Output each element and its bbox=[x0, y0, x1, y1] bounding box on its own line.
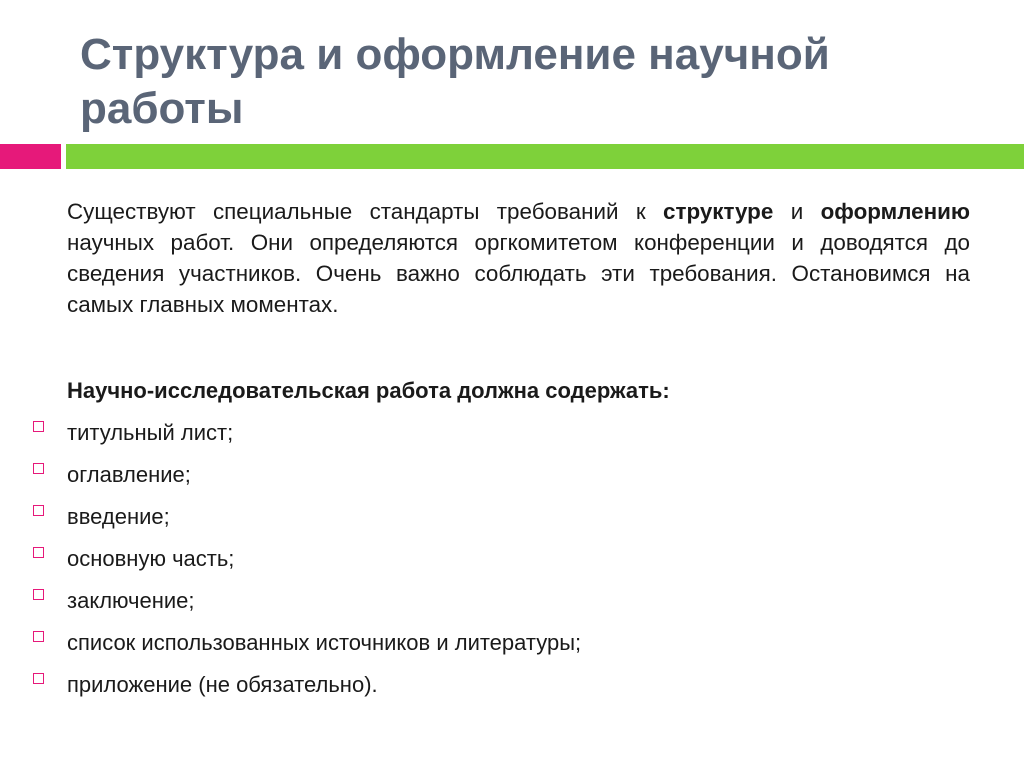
requirements-list bbox=[0, 417, 1000, 711]
checkbox-icon bbox=[33, 463, 44, 474]
list-item bbox=[0, 501, 1000, 543]
list-heading: Научно-исследовательская работа должна содержать: bbox=[67, 378, 670, 403]
intro-text-part-2: и bbox=[773, 199, 821, 224]
checkbox-icon bbox=[33, 589, 44, 600]
list-item-label: приложение (не обязательно). bbox=[67, 672, 378, 697]
checkbox-icon bbox=[33, 673, 44, 684]
intro-text-part-1: Существуют специальные стандарты требований к bbox=[67, 199, 664, 224]
list-item bbox=[0, 459, 1000, 501]
checkbox-icon bbox=[33, 421, 44, 432]
intro-bold-structure: структуре bbox=[663, 199, 774, 224]
list-item-label: введение; bbox=[67, 504, 170, 529]
list-item-label: список использованных источников и литературы; bbox=[67, 630, 582, 655]
list-item bbox=[0, 417, 1000, 459]
list-item-label: оглавление; bbox=[67, 462, 191, 487]
list-item bbox=[0, 543, 1000, 585]
list-item-label: основную часть; bbox=[67, 546, 235, 571]
checkbox-icon bbox=[33, 505, 44, 516]
intro-text-part-3: научных работ. Они определяются оргкомитетом конференции и доводятся до сведения участников. Очень важно соблюдать эти требования. Остановимся на самых главных моментах. bbox=[67, 230, 970, 317]
list-item bbox=[0, 669, 1000, 711]
slide-title bbox=[80, 28, 980, 136]
list-item bbox=[0, 585, 1000, 627]
slide-title-line-1: Структура и оформление научной bbox=[80, 30, 830, 79]
accent-bar-green bbox=[66, 144, 1024, 169]
checkbox-icon bbox=[33, 547, 44, 558]
list-item-label: заключение; bbox=[67, 588, 195, 613]
slide-title-line-2: работы bbox=[80, 84, 244, 133]
checkbox-icon bbox=[33, 631, 44, 642]
accent-bar-pink bbox=[0, 144, 61, 169]
intro-paragraph bbox=[67, 196, 970, 320]
intro-bold-formatting: оформлению bbox=[820, 199, 971, 224]
list-item bbox=[0, 627, 1000, 669]
list-item-label: титульный лист; bbox=[67, 420, 234, 445]
